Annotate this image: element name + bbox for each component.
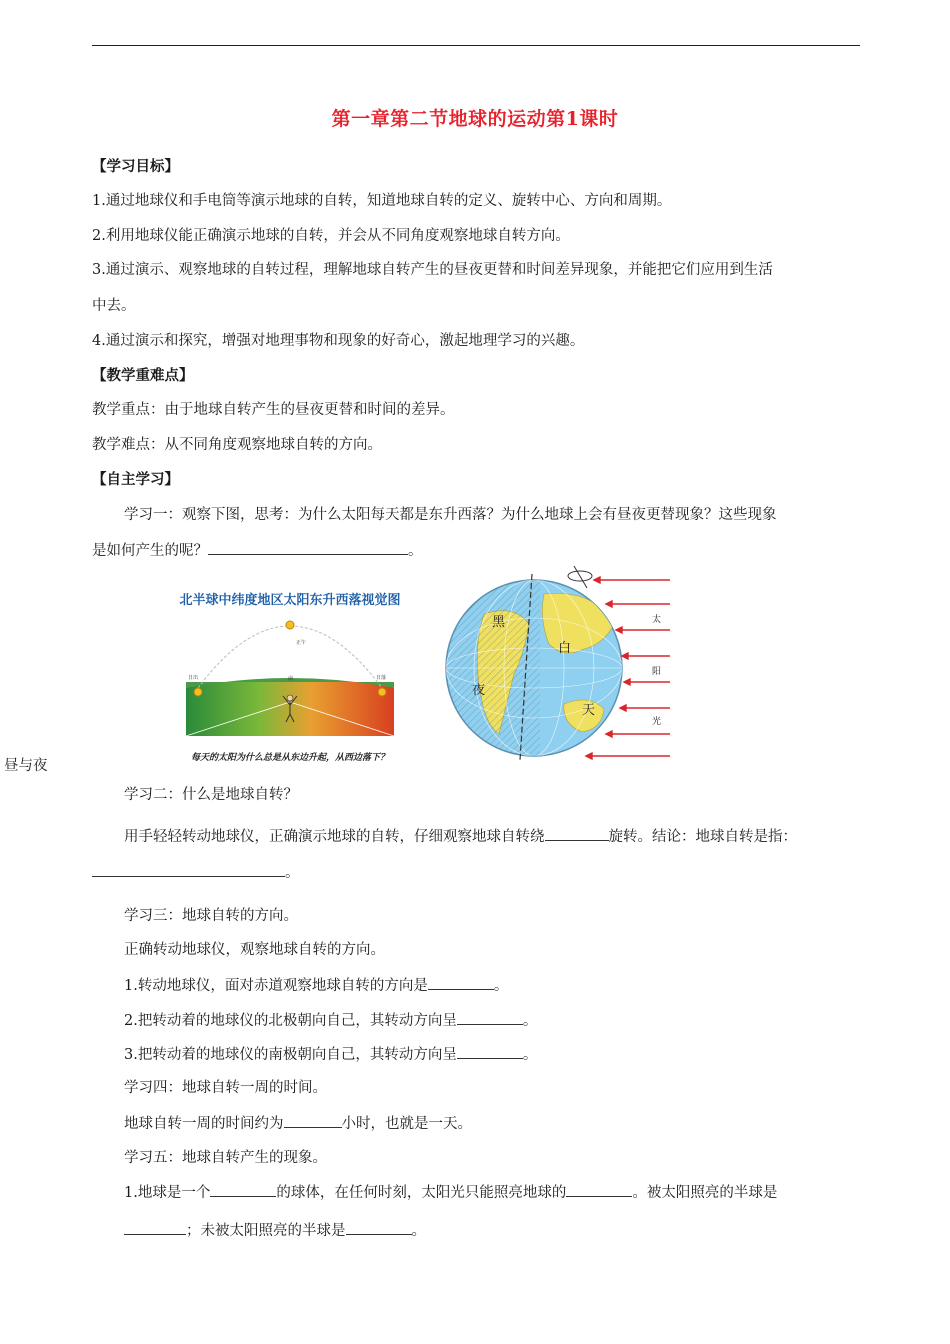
study2-text-part: 旋转。结论：地球自转是指： [608,829,797,845]
study5-heading: 学习五：地球自转产生的现象。 [124,1150,327,1166]
sun-rise-icon [194,688,202,696]
day-char: 白 [558,641,572,656]
study3-heading: 学习三：地球自转的方向。 [124,908,298,924]
study1-text-cont [92,540,423,561]
header-rule [92,45,860,46]
punctuation: 。 [522,1047,538,1063]
objective-4: 4.通过演示和探究，增强对地理事物和现象的好奇心，激起地理学习的兴趣。 [92,333,585,349]
answer-blank[interactable] [566,1182,632,1197]
person-head [287,695,293,701]
study3-intro: 正确转动地球仪，观察地球自转的方向。 [124,942,385,958]
sunrise-sunset-diagram [150,584,430,768]
question-text: 1.转动地球仪，面对赤道观察地球自转的方向是 [124,978,428,994]
question-text: 3.把转动着的地球仪的南极朝向自己，其转动方向呈 [124,1047,457,1063]
sunrise-label: 日出 [188,675,199,681]
question-text: 的球体，在任何时刻，太阳光只能照亮地球的 [276,1185,567,1201]
study3-q3 [124,1044,537,1065]
study2-text-part: 用手轻轻转动地球仪，正确演示地球的自转，仔细观察地球自转绕 [124,829,545,845]
question-text: 2.把转动着的地球仪的北极朝向自己，其转动方向呈 [124,1013,457,1029]
sunlight-label: 太 [652,615,662,625]
punctuation: 。 [285,865,300,881]
answer-blank[interactable] [545,826,609,841]
punctuation: 。 [493,978,509,994]
day-night-globe-diagram [444,564,676,764]
answer-blank[interactable] [457,1044,523,1059]
sun-set-icon [378,688,386,696]
question-text: 小时，也就是一天。 [341,1116,472,1132]
answer-blank[interactable] [208,540,408,555]
punctuation: 。 [522,1013,538,1029]
left-figure-title: 北半球中纬度地区太阳东升西落视觉图 [179,592,401,607]
earth-axis [574,566,587,588]
question-text: 地球自转一周的时间约为 [124,1116,284,1132]
study2-text [124,826,797,847]
study4-heading: 学习四：地球自转一周的时间。 [124,1080,327,1096]
question-text: ；未被太阳照亮的半球是 [186,1223,346,1239]
night-char: 夜 [472,683,486,698]
punctuation: 。 [411,1223,426,1239]
study3-q2 [124,1010,537,1031]
study5-text-cont [124,1220,426,1241]
answer-blank[interactable] [428,975,494,990]
day-char: 天 [582,703,596,718]
sunlight-label: 阳 [652,667,662,677]
objectives-heading: 【学习目标】 [92,158,179,175]
punctuation: 。 [408,543,423,559]
answer-blank[interactable] [346,1220,412,1235]
study1-text: 学习一：观察下图，思考：为什么太阳每天都是东升西落？为什么地球上会有昼夜更替现象？这些现象 [124,507,777,523]
study5-text [124,1182,777,1203]
noon-label: 正午 [296,640,307,646]
objective-3: 3.通过演示、观察地球的自转过程，理解地球自转产生的昼夜更替和时间差异现象，并能把它们应用到生活 [92,262,773,278]
key-point: 教学重点：由于地球自转产生的昼夜更替和时间的差异。 [92,402,455,418]
side-label: 昼与夜 [4,758,48,774]
left-figure-caption: 每天的太阳为什么总是从东边升起，从西边落下？ [190,753,390,763]
answer-blank[interactable] [284,1113,342,1128]
study4-text [124,1113,472,1134]
sun-noon-icon [286,621,294,629]
objective-3-cont: 中去。 [92,298,136,314]
night-char: 黑 [492,615,506,630]
objective-1: 1.通过地球仪和手电筒等演示地球的自转，知道地球自转的定义、旋转中心、方向和周期。 [92,193,672,209]
sunset-label: 日落 [376,675,387,681]
answer-blank[interactable] [92,862,285,877]
objective-2: 2.利用地球仪能正确演示地球的自转，并会从不同角度观察地球自转方向。 [92,228,570,244]
study1-question: 是如何产生的呢？ [92,543,208,559]
study3-q1 [124,975,508,996]
question-text: 。被太阳照亮的半球是 [632,1185,778,1201]
self-study-heading: 【自主学习】 [92,471,179,488]
difficulty-point: 教学难点：从不同角度观察地球自转的方向。 [92,437,382,453]
study2-heading: 学习二：什么是地球自转？ [124,787,298,803]
answer-blank[interactable] [210,1182,276,1197]
question-text: 1.地球是一个 [124,1185,211,1201]
keypoints-heading: 【教学重难点】 [92,367,194,384]
sunlight-label: 光 [652,717,662,727]
study2-definition-line [92,862,300,883]
answer-blank[interactable] [457,1010,523,1025]
page-title: 第一章第二节地球的运动第1课时 [331,108,619,130]
south-label: 南 [288,676,294,682]
answer-blank[interactable] [124,1220,186,1235]
